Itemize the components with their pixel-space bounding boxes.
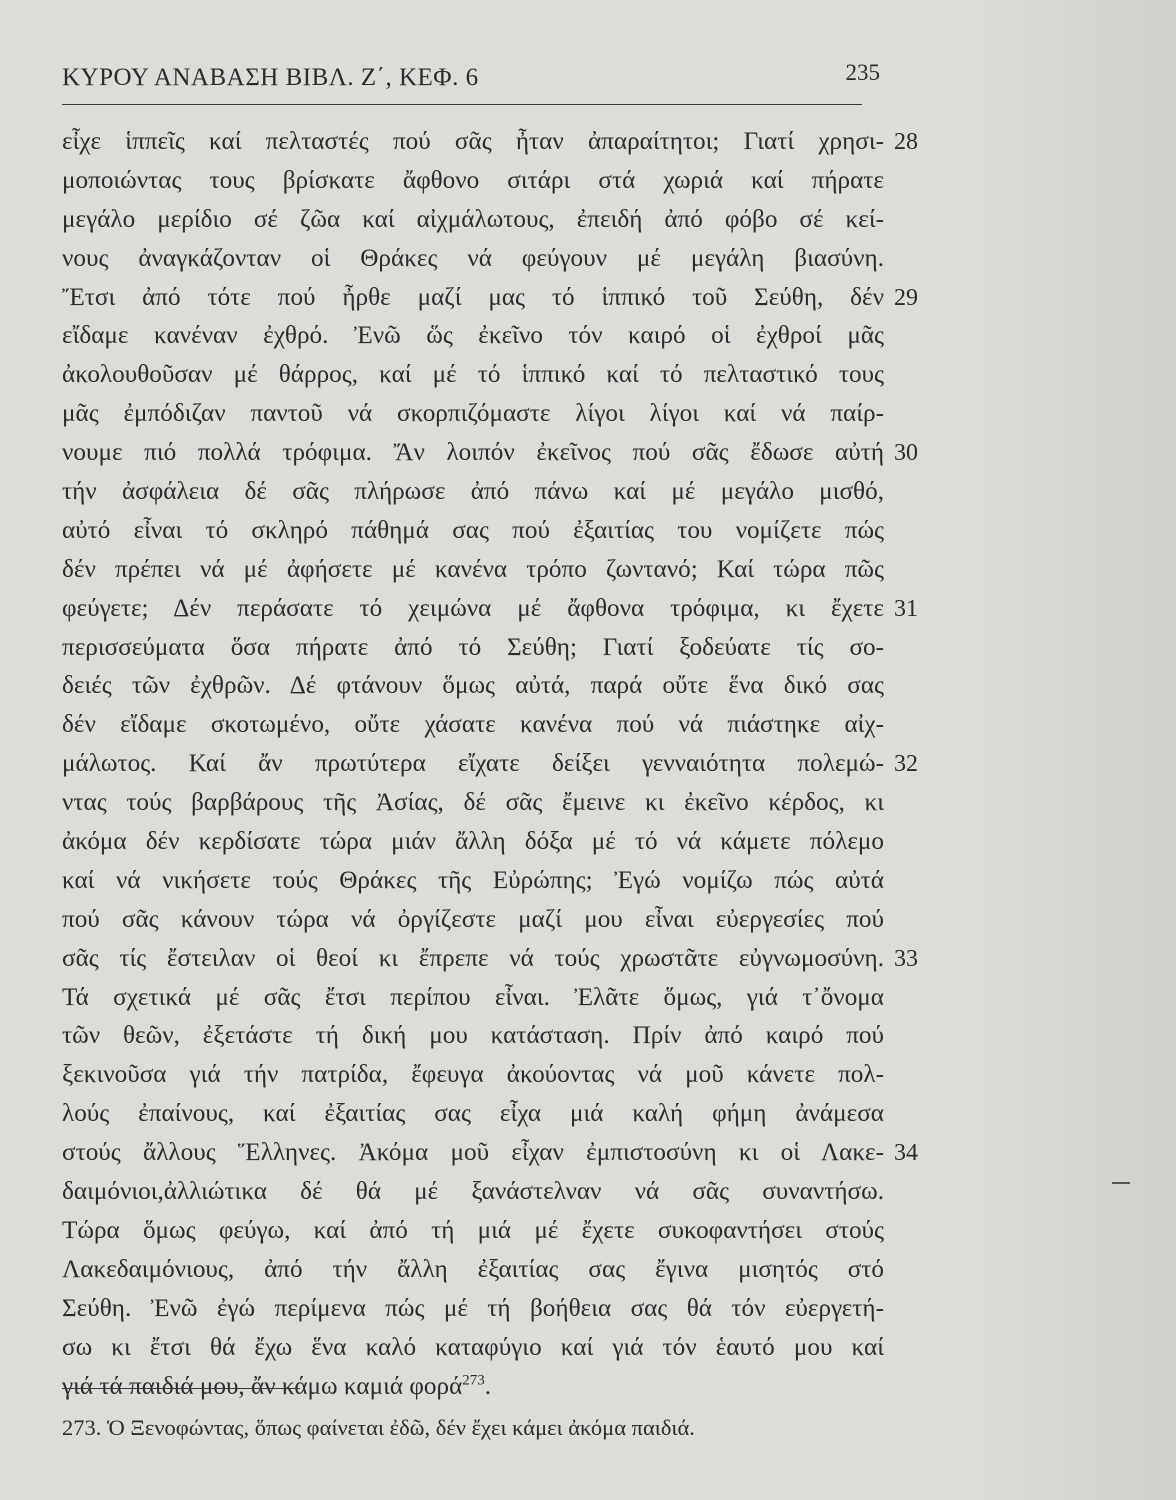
paragraph-number: 33 — [894, 945, 918, 972]
text-line — [62, 434, 918, 473]
text-line-content: μεγάλο μερίδιο σέ ζῶα καί αἰχμάλωτους, ἐπειδή ἀπό φόβο σέ κεί- — [62, 205, 884, 233]
text-line-content: δαιμόνιοι,ἀλλιώτικα δέ θά μέ ξανάστελναν νά σᾶς συναντήσω. — [62, 1178, 884, 1206]
text-line — [62, 823, 884, 862]
text-line-content: Τά σχετικά μέ σᾶς ἔτσι περίπου εἶναι. Ἐλᾶτε ὅμως, γιά τ᾽ὄνομα — [62, 983, 884, 1011]
footnote-reference[interactable]: 273 — [462, 1372, 485, 1389]
text-line — [62, 1251, 884, 1290]
footnote: 273. Ὁ Ξενοφώντας, ὅπως φαίνεται ἐδῶ, δέν ἔχει κάμει ἀκόμα παιδιά. — [62, 1415, 695, 1440]
text-line-content: Λακεδαιμόνιους, ἀπό τήν ἄλλη ἐξαιτίας σας ἔγινα μισητός στό — [62, 1255, 884, 1283]
paragraph-number: 34 — [894, 1140, 918, 1167]
text-line-content: Ἔτσι ἀπό τότε πού ἦρθε μαζί μας τό ἱππικό τοῦ Σεύθη, δέν — [62, 283, 884, 311]
page-header — [62, 60, 880, 104]
paragraph-number: 31 — [894, 595, 918, 622]
text-line — [62, 706, 884, 745]
running-title: ΚΥΡΟΥ ΑΝΑΒΑΣΗ ΒΙΒΛ. Ζ΄, ΚΕΦ. 6 — [62, 64, 479, 91]
text-line-content: Τώρα ὅμως φεύγω, καί ἀπό τή μιά μέ ἔχετε συκοφαντήσει στούς — [62, 1216, 884, 1244]
text-line-content: λούς ἐπαίνους, καί ἐξαιτίας σας εἶχα μιά καλή φήμη ἀνάμεσα — [62, 1100, 884, 1128]
text-line-content: πού σᾶς κάνουν τώρα νά ὀργίζεστε μαζί μου εἶναι εὐεργεσίες πού — [62, 905, 884, 933]
text-line — [62, 162, 884, 201]
text-line — [62, 1212, 884, 1251]
text-line-content: περισσεύματα ὅσα πήρατε ἀπό τό Σεύθη; Γιατί ξοδεύατε τίς σο- — [62, 633, 884, 661]
text-line-content: τῶν θεῶν, ἐξετάστε τή δική μου κατάσταση. Πρίν ἀπό καιρό πού — [62, 1022, 884, 1050]
text-line-content: Σεύθη. Ἐνῶ ἐγώ περίμενα πώς μέ τή βοήθεια σας θά τόν εὐεργετή- — [62, 1294, 884, 1322]
text-line-content: δέν εἴδαμε σκοτωμένο, οὔτε χάσατε κανένα πού νά πιάστηκε αἰχ- — [62, 711, 884, 739]
text-line — [62, 1134, 918, 1173]
text-line-content: τήν ἀσφάλεια δέ σᾶς πλήρωσε ἀπό πάνω καί μέ μεγάλο μισθό, — [62, 478, 884, 506]
text-line — [62, 551, 884, 590]
text-line-content: εἴδαμε κανέναν ἐχθρό. Ἐνῶ ὥς ἐκεῖνο τόν καιρό οἱ ἐχθροί μᾶς — [62, 322, 884, 350]
text-line — [62, 1095, 884, 1134]
text-line-content: εἶχε ἱππεῖς καί πελταστές πού σᾶς ἦταν ἀπαραίτητοι; Γιατί χρησι- — [62, 128, 884, 155]
text-line — [62, 279, 918, 318]
text-line-content: μάλωτος. Καί ἄν πρωτύτερα εἴχατε δείξει γενναιότητα πολεμώ- — [62, 750, 884, 778]
text-line — [62, 784, 884, 823]
footnote-rule — [62, 1388, 300, 1389]
facing-page-ghost-text — [955, 112, 1000, 168]
text-line — [62, 473, 884, 512]
text-line-content: νουμε πιό πολλά τρόφιμα. Ἄν λοιπόν ἐκεῖνος πού σᾶς ἔδωσε αὐτή — [62, 439, 884, 467]
text-line — [62, 356, 884, 395]
text-line — [62, 240, 884, 279]
text-line — [62, 901, 884, 940]
text-line — [62, 123, 918, 162]
text-line — [62, 395, 884, 434]
text-line-content: αὐτό εἶναι τό σκληρό πάθημά σας πού ἐξαιτίας του νομίζετε πώς — [62, 516, 884, 544]
text-line — [62, 1368, 884, 1407]
footnote-reference-tail: . — [484, 1372, 492, 1400]
text-line — [62, 1290, 884, 1329]
text-line — [62, 629, 884, 668]
text-line-content: ἀκόμα δέν κερδίσατε τώρα μιάν ἄλλη δόξα μέ τό νά κάμετε πόλεμο — [62, 828, 884, 856]
text-line-content: σω κι ἔτσι θά ἔχω ἕνα καλό καταφύγιο καί γιά τόν ἑαυτό μου καί — [62, 1333, 884, 1361]
text-line-content: μοποιώντας τους βρίσκατε ἄφθονο σιτάρι στά χωριά καί πήρατε — [62, 166, 884, 194]
text-line — [62, 1056, 884, 1095]
text-line-content: καί νά νικήσετε τούς Θράκες τῆς Εὐρώπης; Ἐγώ νομίζω πώς αὐτά — [62, 866, 884, 894]
text-line — [62, 940, 918, 979]
text-line-content: φεύγετε; Δέν περάσατε τό χειμώνα μέ ἄφθονα τρόφιμα, κι ἔχετε — [62, 594, 884, 622]
text-line — [62, 667, 884, 706]
paragraph-number: 30 — [894, 440, 918, 467]
main-text — [62, 123, 918, 1406]
text-line-content: στούς ἄλλους Ἕλληνες. Ἀκόμα μοῦ εἶχαν ἐμπιστοσύνη κι οἱ Λακε- — [62, 1139, 884, 1167]
text-line-content: ἀκολουθοῦσαν μέ θάρρος, καί μέ τό ἱππικό καί τό πελταστικό τους — [62, 361, 884, 389]
text-line — [62, 1173, 884, 1212]
text-line-content: μᾶς ἐμπόδιζαν παντοῦ νά σκορπιζόμαστε λίγοι λίγοι καί νά παίρ- — [62, 400, 884, 428]
text-line — [62, 317, 884, 356]
text-line — [62, 862, 884, 901]
page-edge-mark — [1112, 1182, 1130, 1184]
text-line-content: ντας τούς βαρβάρους τῆς Ἀσίας, δέ σᾶς ἔμεινε κι ἐκεῖνο κέρδος, κι — [62, 789, 884, 817]
paragraph-number: 29 — [894, 284, 918, 311]
text-line — [62, 590, 918, 629]
text-line-content: δειές τῶν ἐχθρῶν. Δέ φτάνουν ὅμως αὐτά, παρά οὔτε ἕνα δικό σας — [62, 672, 884, 700]
text-line — [62, 979, 884, 1018]
text-line-content: νους ἀναγκάζονταν οἱ Θράκες νά φεύγουν μέ μεγάλη βιασύνη. — [62, 244, 884, 272]
text-line — [62, 512, 884, 551]
header-rule — [62, 104, 862, 105]
text-line — [62, 201, 884, 240]
text-line — [62, 1329, 884, 1368]
text-line — [62, 745, 918, 784]
facing-page-bleed — [966, 0, 1176, 1500]
page-number: 235 — [845, 60, 880, 85]
text-line-content: γιά τά παιδιά μου, ἄν κάμω καμιά φορά — [62, 1372, 463, 1400]
text-line — [62, 1017, 884, 1056]
paragraph-number: 32 — [894, 751, 918, 778]
text-line-content: δέν πρέπει νά μέ ἀφήσετε μέ κανένα τρόπο ζωντανό; Καί τώρα πῶς — [62, 555, 884, 583]
text-line-content: ξεκινοῦσα γιά τήν πατρίδα, ἔφευγα ἀκούοντας νά μοῦ κάνετε πολ- — [62, 1061, 884, 1089]
paragraph-number: 28 — [894, 129, 918, 155]
text-line-content: σᾶς τίς ἔστειλαν οἱ θεοί κι ἔπρεπε νά τούς χρωστᾶτε εὐγνωμοσύνη. — [62, 944, 884, 972]
